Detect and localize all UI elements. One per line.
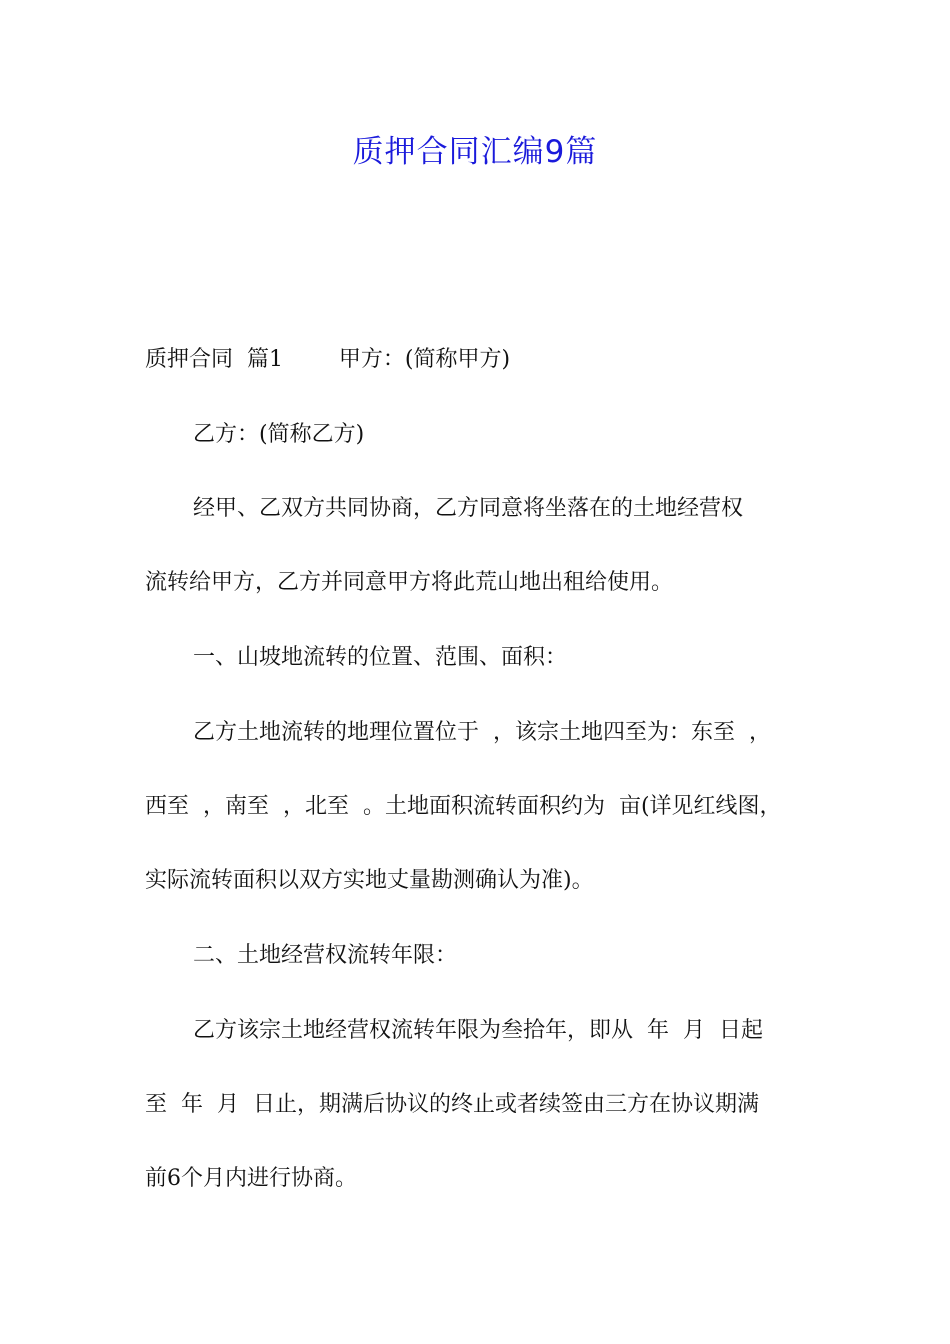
paragraph-line: 经甲、乙双方共同协商，乙方同意将坐落在的土地经营权 <box>193 496 744 521</box>
section-heading-2: 二、土地经营权流转年限： <box>193 943 458 968</box>
document-title: 质押合同汇编9篇 <box>352 134 598 170</box>
party-b-line: 乙方：(简称乙方) <box>193 422 365 447</box>
paragraph-line: 实际流转面积以双方实地丈量勘测确认为准)。 <box>145 868 594 893</box>
paragraph-line: 西至 ，南至 ，北至 。土地面积流转面积约为 亩(详见红线图， <box>145 794 782 819</box>
section-heading-1: 一、山坡地流转的位置、范围、面积： <box>193 645 568 670</box>
paragraph-line: 乙方该宗土地经营权流转年限为叁拾年，即从 年 月 日起 <box>193 1018 763 1043</box>
paragraph-line: 至 年 月 日止，期满后协议的终止或者续签由三方在协议期满 <box>145 1092 759 1117</box>
paragraph-line: 乙方土地流转的地理位置位于 ，该宗土地四至为：东至 ， <box>193 720 771 745</box>
paragraph-line: 流转给甲方，乙方并同意甲方将此荒山地出租给使用。 <box>145 570 674 595</box>
contract-heading-line: 质押合同 篇1 甲方：(简称甲方) <box>145 347 511 372</box>
paragraph-line: 前6个月内进行协商。 <box>145 1166 357 1191</box>
